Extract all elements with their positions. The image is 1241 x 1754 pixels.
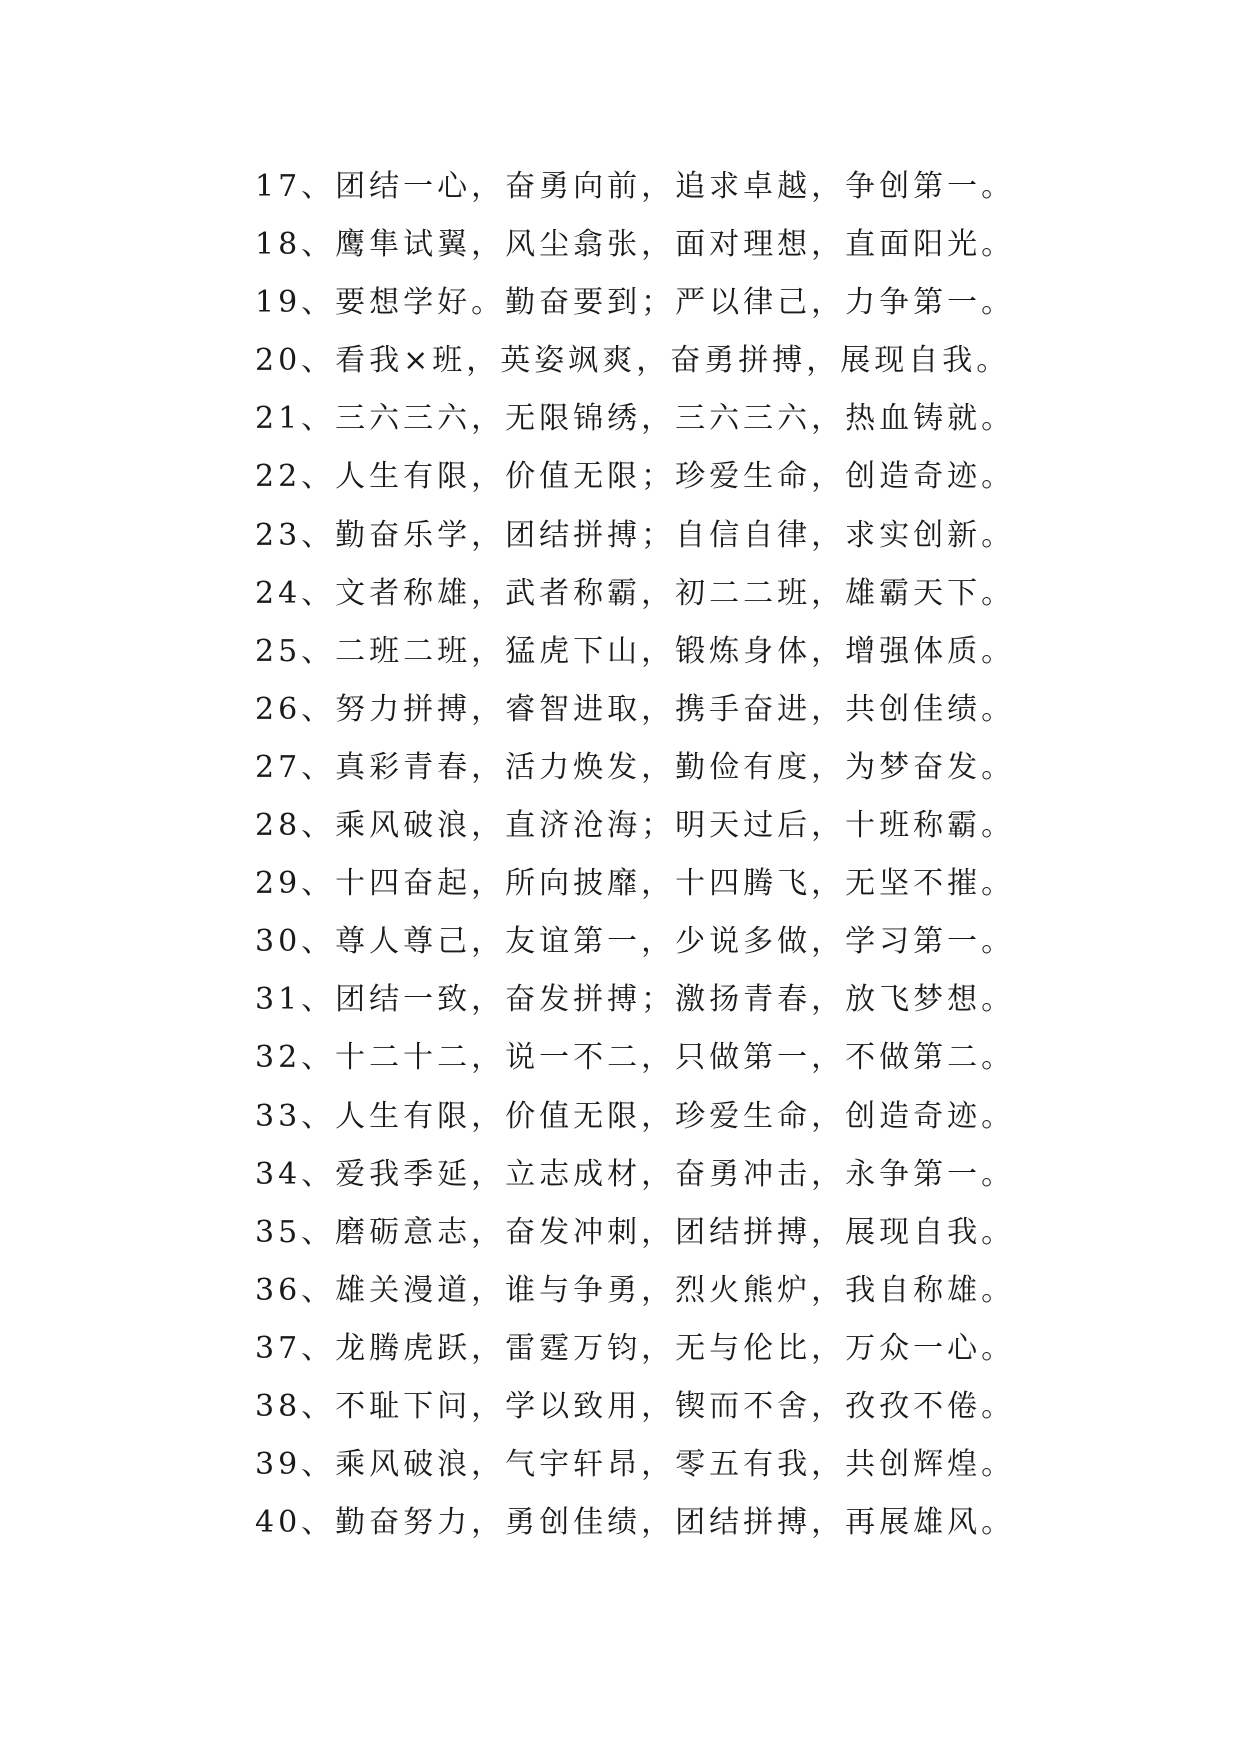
slogan-line-26: 26、努力拼搏，睿智进取，携手奋进，共创佳绩。	[255, 691, 1016, 727]
slogan-line-29: 29、十四奋起，所向披靡，十四腾飞，无坚不摧。	[255, 866, 1016, 902]
slogan-line-23: 23、勤奋乐学，团结拼搏；自信自律，求实创新。	[255, 517, 1016, 553]
slogan-line-22: 22、人生有限，价值无限；珍爱生命，创造奇迹。	[255, 459, 1016, 495]
slogan-line-37: 37、龙腾虎跃，雷霆万钧，无与伦比，万众一心。	[255, 1330, 1016, 1366]
slogan-line-35: 35、磨砺意志，奋发冲刺，团结拼搏，展现自我。	[255, 1214, 1016, 1250]
slogan-list	[255, 158, 1015, 1552]
slogan-line-32: 32、十二十二，说一不二，只做第一，不做第二。	[255, 1040, 1016, 1076]
slogan-line-40: 40、勤奋努力，勇创佳绩，团结拼搏，再展雄风。	[255, 1505, 1016, 1541]
slogan-line-31: 31、团结一致，奋发拼搏；激扬青春，放飞梦想。	[255, 982, 1016, 1018]
slogan-line-39: 39、乘风破浪，气宇轩昂，零五有我，共创辉煌。	[255, 1447, 1016, 1483]
slogan-line-27: 27、真彩青春，活力焕发，勤俭有度，为梦奋发。	[255, 749, 1016, 785]
slogan-line-36: 36、雄关漫道，谁与争勇，烈火熊炉，我自称雄。	[255, 1272, 1016, 1308]
slogan-line-24: 24、文者称雄，武者称霸，初二二班，雄霸天下。	[255, 575, 1016, 611]
slogan-line-21: 21、三六三六，无限锦绣，三六三六，热血铸就。	[255, 401, 1016, 437]
slogan-line-25: 25、二班二班，猛虎下山，锻炼身体，增强体质。	[255, 633, 1016, 669]
slogan-line-34: 34、爱我季延，立志成材，奋勇冲击，永争第一。	[255, 1156, 1016, 1192]
slogan-line-38: 38、不耻下问，学以致用，锲而不舍，孜孜不倦。	[255, 1388, 1016, 1424]
slogan-line-19: 19、要想学好。勤奋要到；严以律己，力争第一。	[255, 285, 1016, 321]
slogan-line-17: 17、团结一心，奋勇向前，追求卓越，争创第一。	[255, 169, 1016, 204]
slogan-line-33: 33、人生有限，价值无限，珍爱生命，创造奇迹。	[255, 1098, 1016, 1134]
slogan-line-18: 18、鹰隼试翼，风尘翕张，面对理想，直面阳光。	[255, 227, 1016, 263]
slogan-line-20: 20、看我×班，英姿飒爽，奋勇拼搏，展现自我。	[255, 343, 1011, 379]
slogan-line-28: 28、乘风破浪，直济沧海；明天过后，十班称霸。	[255, 808, 1016, 844]
slogan-line-30: 30、尊人尊己，友谊第一，少说多做，学习第一。	[255, 924, 1016, 960]
